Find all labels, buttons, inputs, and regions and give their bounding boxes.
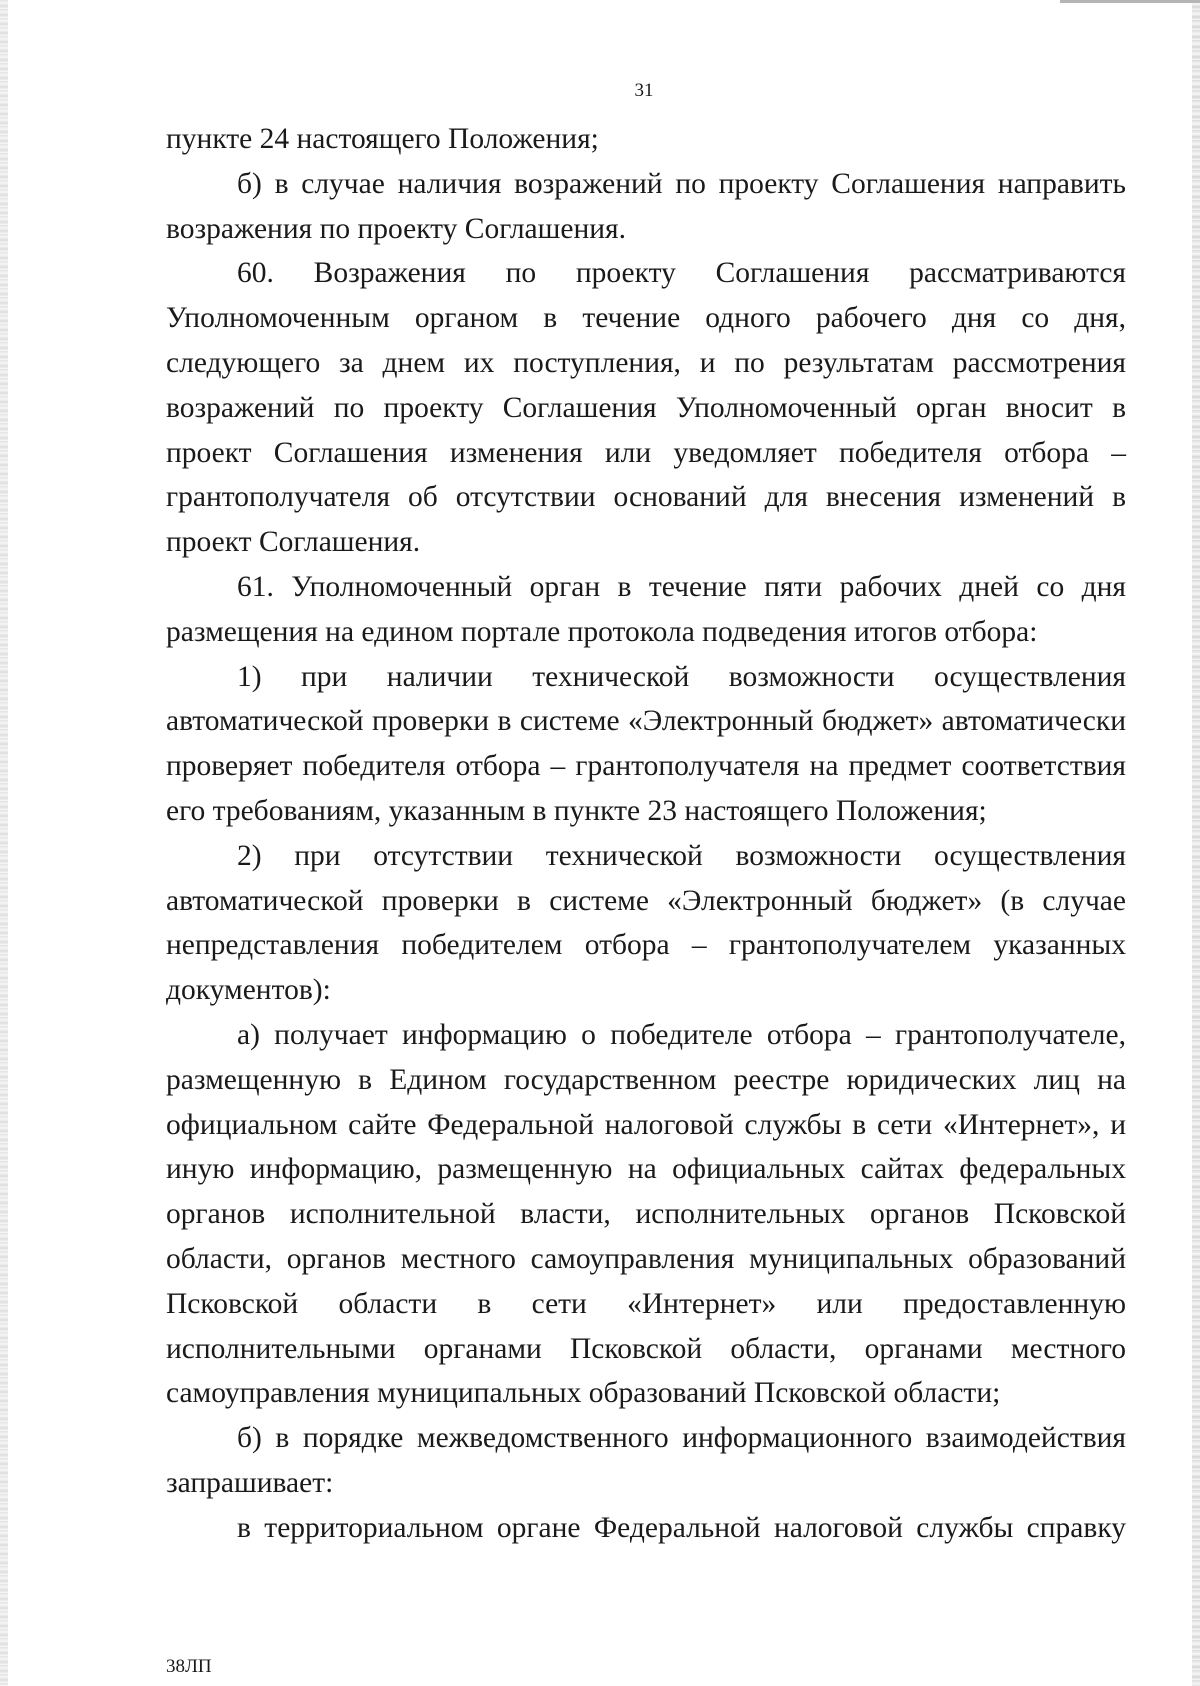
paragraph: 60. Возражения по проекту Соглашения рассматриваются Уполномоченным органом в течение одного рабочего дня со дня, следующего за днем их поступления, и по результатам рассмотрения возражений по проекту Соглашения Уполномоченный орган вносит в проект Соглашения изменения или уведомляет победителя отбора – грантополучателя об отсутствии оснований для внесения изменений в проект Соглашения. [166, 257, 1126, 559]
document-body [166, 117, 1126, 1551]
paragraph: б) в порядке межведомственного информационного взаимодействия запрашивает: [166, 1422, 1126, 1499]
paragraph: 2) при отсутствии технической возможности осуществления автоматической проверки в системе «Электронный бюджет» (в случае непредставления победителем отбора – грантополучателем указанных документов): [166, 839, 1126, 1007]
scan-edge-left [0, 0, 8, 1686]
paragraph: 1) при наличии технической возможности осуществления автоматической проверки в системе «Электронный бюджет» автоматически проверяет победителя отбора – грантополучателя на предмет соответствия его требованиям, указанным в пункте 23 настоящего Положения; [166, 660, 1126, 827]
page-number: 31 [634, 80, 654, 101]
scan-edge-right [1192, 0, 1200, 1686]
paragraph-continued: в территориальном органе Федеральной налоговой службы справку [237, 1511, 1126, 1544]
paragraph: б) в случае наличия возражений по проекту Соглашения направить возражения по проекту Соглашения. [166, 167, 1126, 245]
paragraph: а) получает информацию о победителе отбора – грантополучателе, размещенную в Едином государственном реестре юридических лиц на официальном сайте Федеральной налоговой службы в сети «Интернет», и иную информацию, размещенную на официальных сайтах федеральных органов исполнительной власти, исполнительных органов Псковской области, органов местного самоуправления муниципальных образований Псковской области в сети «Интернет» или предоставленную исполнительными органами Псковской области, органами местного самоуправления муниципальных образований Псковской области; [166, 1018, 1126, 1410]
paragraph: 61. Уполномоченный орган в течение пяти рабочих дней со дня размещения на едином портале протокола подведения итогов отбора: [166, 570, 1126, 648]
footer-document-code: 38ЛП [166, 1656, 212, 1677]
scan-top-edge [1060, 0, 1200, 3]
paragraph: пункте 24 настоящего Положения; [166, 123, 599, 155]
